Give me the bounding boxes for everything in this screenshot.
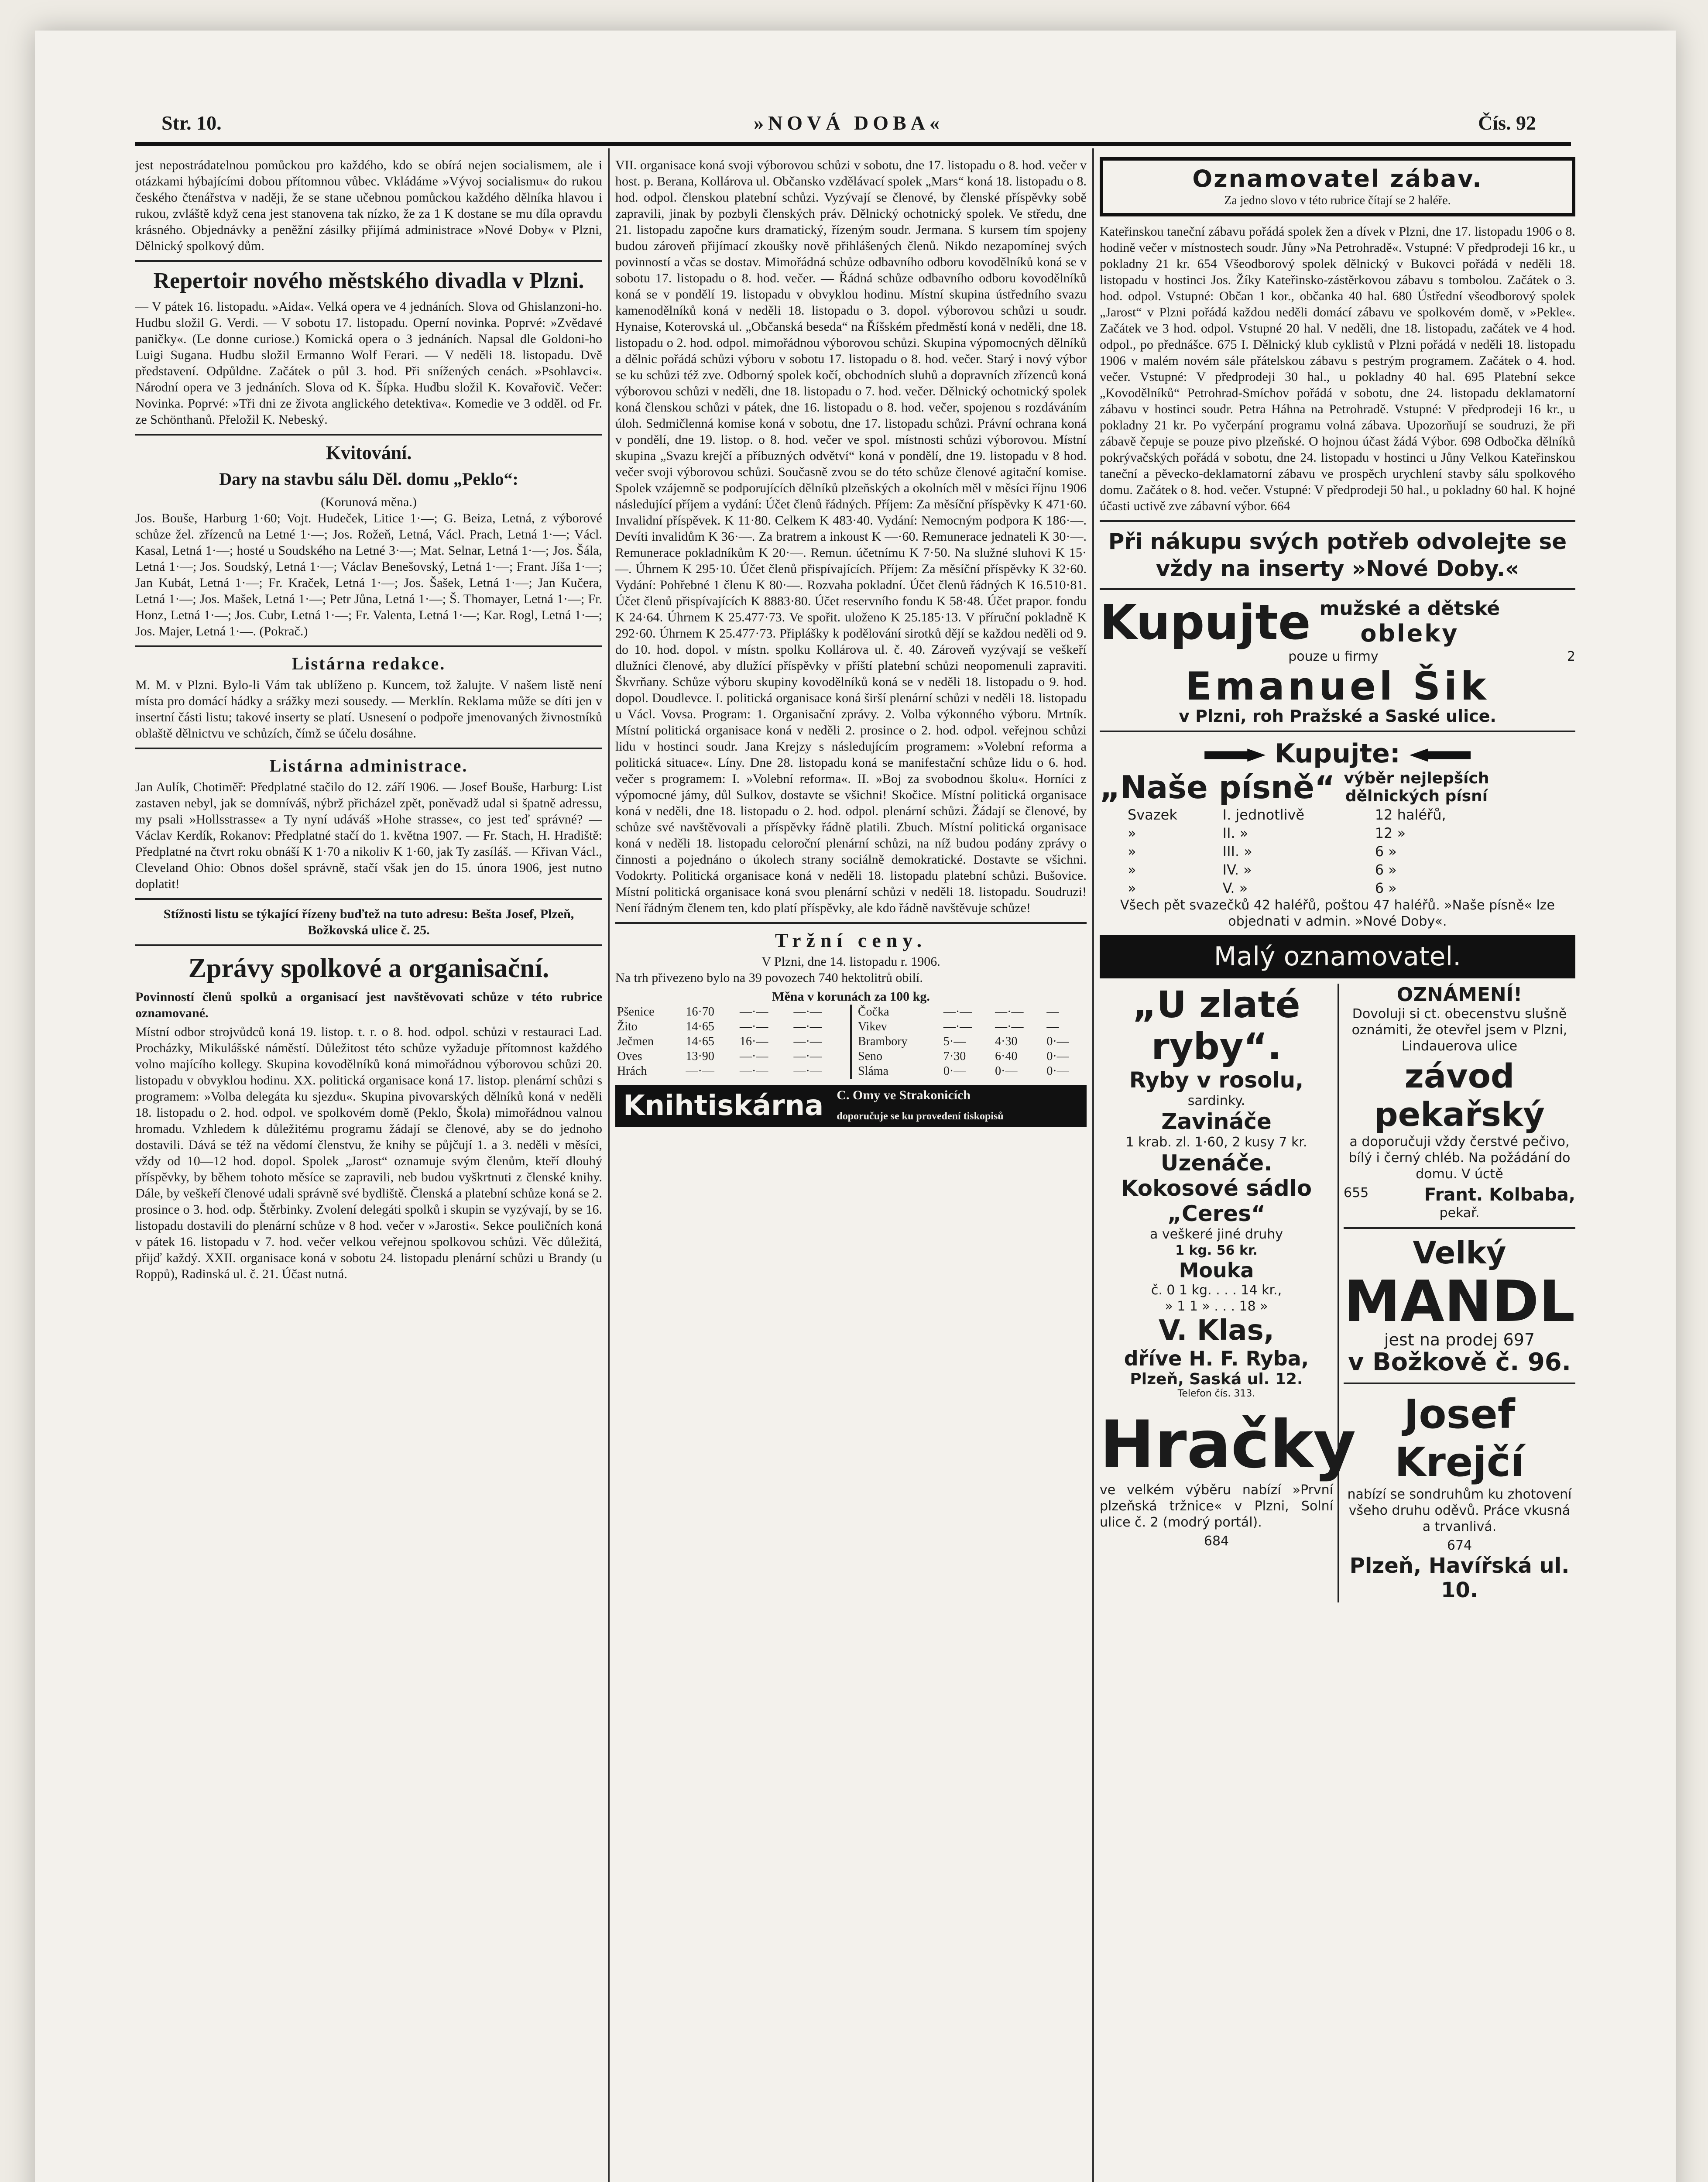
market-row-cell: Brambory — [858, 1035, 908, 1048]
zpravy-lead: Povinností členů spolků a organisací jest navštěvovati schůze v této rubrice oznamované. — [135, 990, 602, 1020]
repertoir-heading: Repertoir nového městského divadla v Plzni. — [153, 268, 584, 293]
market-row-cell: —·— — [793, 1050, 822, 1063]
maly-oznamovatel-banner: Malý oznamovatel. — [1100, 935, 1575, 978]
ryby-r9: 1 kg. 56 kr. — [1175, 1243, 1258, 1258]
pisne-title: „Naše písně“ — [1100, 769, 1335, 806]
market-row-cell: —·— — [793, 1005, 822, 1019]
market-row — [856, 1019, 1087, 1034]
market-row — [615, 1049, 846, 1064]
pisne-row — [1126, 824, 1506, 842]
kvitovani-subheading: Dary na stavbu sálu Děl. domu „Peklo“: — [219, 469, 518, 489]
market-table-left — [615, 1005, 846, 1079]
kupujte-pouze-text: pouze u firmy — [1288, 649, 1379, 664]
ryby-r15: Plzeň, Saská ul. 12. — [1130, 1370, 1303, 1388]
pisne-row-cell: 6 » — [1375, 861, 1397, 878]
pisne-row-cell: IV. » — [1222, 861, 1252, 878]
pisne-row — [1126, 842, 1506, 861]
pisne-side2: dělnických písní — [1345, 787, 1488, 805]
separator — [1344, 1383, 1575, 1384]
zpravy-text: Místní odbor strojvůdců koná 19. listop. t. r. o 8. hod. odpol. schůzi v restauraci Lad. Procházky, Mikulášské náměstí. Důležitost této schůze vyžaduje přítomnost každého volno majícího kollegy. Skupina kovodělníků koná mimořádnou výborovou schůzi 20. listopadu v obvyklou hodinu. XX. politická organisace koná 17. listop. plenární schůzi s programem: »Volba delegáta ku sjezdu«. Skupina pivovarských dělníků koná v neděli 18. listopadu o 2. hod. odpol. ve spolkovém domě (Peklo, Škola) mimořádnou valnou hromadu. Vzhledem k důležitému programu žádají se členové, aby se do jednoho dostavili. Dává se též na vědomí členstvu, že knihy se půjčují 1. a 3. neděli v měsíci, vždy od 10—12 hod. dopol. Spolek „Jarost“ oznamuje svým členům, kteří dlouhý příspěvky, by během tohoto měsíce se zapravili, neb budou vyškrtnuti z členské knihy. Dále, by veškeří členové udali správně své bydliště. Členská a platební schůze koná se 2. prosince o 3. hod. odp. Štěrbinky. Zvolení delegáti spolků i skupin se vyzývají, by se 16. listopadu dostavili do plenární schůze v 8 hod. večer v »Jarosti«. Sekce pouličních koná v pátek 16. listopadu v 7. hod. večer velkou veřejnou spolkovou schůzi. Věc důležitá, přijď každý. XXII. organisace koná v sobotu 24. listopadu plenární schůzi u Brandy (u Roppů), Radinská ul. č. 21. Účast nutná. — [135, 1025, 602, 1281]
market-row-cell: —·— — [740, 1050, 768, 1063]
kupujte-firm: Emanuel Šik — [1185, 664, 1490, 709]
header-rule — [135, 142, 1571, 146]
ryby-r5: Uzenáče. — [1160, 1150, 1272, 1176]
pisne-ad — [1100, 738, 1575, 930]
market-row — [856, 1034, 1087, 1049]
market-row — [856, 1064, 1087, 1079]
tiskarna-ad — [615, 1085, 1087, 1127]
pisne-row-cell: V. » — [1222, 880, 1248, 896]
market-table-right — [856, 1005, 1087, 1079]
market-row-cell: —·— — [995, 1020, 1024, 1033]
separator — [135, 260, 602, 262]
ryby-r16: Telefon čís. 313. — [1177, 1388, 1255, 1399]
pisne-row-cell: 6 » — [1375, 880, 1397, 896]
redakce-heading: Listárna redakce. — [292, 654, 446, 673]
pisne-row-cell: » — [1128, 861, 1136, 878]
market-row-cell: Hrách — [617, 1064, 647, 1078]
kupujte-pouze — [1100, 648, 1575, 665]
kupujte-side2: obleky — [1360, 620, 1459, 647]
separator — [135, 434, 602, 436]
ryby-r6: Kokosové sádlo — [1121, 1176, 1312, 1201]
complaints-note: Stížnosti listu se týkající řízeny buďtež na tuto adresu: Bešta Josef, Plzeň, Božkovská ulice č. 25. — [163, 907, 574, 937]
ryby-r7: „Ceres“ — [1167, 1201, 1266, 1226]
oznamovatel-box — [1100, 157, 1575, 216]
pisne-row-cell: 12 » — [1375, 825, 1406, 841]
separator — [135, 898, 602, 900]
ryby-r4: 1 krab. zl. 1·60, 2 kusy 7 kr. — [1125, 1135, 1307, 1150]
ad-number: 674 — [1447, 1538, 1472, 1553]
redakce-text: M. M. v Plzni. Bylo-li Vám tak ublíženo p. Kuncem, tož žalujte. V našem listě není místa pro domácí hádky a srážky mezi sousedy. — Merklín. Reklama může se díti jen v insertní části listu; takové inserty se platí. Usnesení o podpoře jmenovaných živnostníků oblaště dělnictvu ve schůzích, čímž se účelu dosáhne. — [135, 678, 602, 741]
ryby-r12: » 1 1 » . . . 18 » — [1165, 1299, 1268, 1314]
pointing-hand-icon — [1204, 748, 1266, 762]
market-row — [615, 1064, 846, 1079]
oznamovatel-sub: Za jedno slovo v této rubrice čítají se 2 haléře. — [1224, 194, 1451, 207]
intro-text: jest nepostrádatelnou pomůckou pro každého, kdo se obírá nejen socialismem, ale i otázkami hýbajícími dobou přítomnou vůbec. Vkládáme »Vývoj socialismu« do rukou českého čtenářstva v naději, že se stane učebnou pomůckou každého dělníka hlavou i rukou, zvláště když cena jest stanovena tak nízko, že za 1 K dostane se mu díla opravdu krásného. Objednávky a peněžní zásilky přijímá administrace »Nové Doby« v Plzni, Dělnický spolkový dům. — [135, 158, 602, 253]
pisne-row — [1126, 806, 1506, 824]
column-divider — [608, 148, 610, 2182]
administrace-text: Jan Aulík, Chotiměř: Předplatné stačilo do 12. září 1906. — Josef Bouše, Harburg: List zastaven nebyl, jak se domníváš, nýbrž přicházel zpět, poněvadž udal si špatně adressu, my psali »Hollsstrasse« a Ty nyní udáváš »Hohe strasse«, co jest teď správné? — Václav Kerdík, Rokanov: Předplatné stačí do 1. května 1907. — Fr. Stach, H. Hradiště: Předplatné na čtvrt roku obnáší K 1·70 a nikoliv K 1·60, jak Ty zasíláš. — Křivan Václ., Cleveland Ohio: Obnos došel správně, stačí však jen do 15. února 1906, jest nutno doplatit! — [135, 780, 602, 891]
oznameni-title: OZNÁMENÍ! — [1396, 984, 1523, 1006]
zabavy-text: Kateřinskou taneční zábavu pořádá spolek žen a dívek v Plzni, dne 17. listopadu 1906 o 8. hodině večer v místnostech soudr. Jůny »Na Petrohradě«. Vstupné: V předprodeji 16 kr., u pokladny 21 kr. 654 Všeodborový spolek dělnický v Bukovci pořádá v neděli 18. listopadu v hostinci Jos. Žíky Kateřinsko-zástěrkovou zábavu s tombolou. Začátek o 3. hod. odpol. Vstupné: Občan 1 kor., občanka 40 hal. 680 Ústřední všeodborový spolek „Jarost“ v Plzni pořádá každou neděli domácí zábavu ve spolkovém domě, v »Pekle«. Začátek ve 3 hod. odpol. Vstupné 20 hal. V neděli, dne 18. listopadu, začátek ve 4 hod. odpol., po přednášce. 675 I. Dělnický klub cyklistů v Plzni pořádá v neděli 18. listopadu 1906 v malém novém sále přátelskou zábavu s pestrým programem. Začátek o 4. hod. večer. Vstupné: V předprodeji 30 hal., u pokladny 40 hal. 695 Platební sekce „Kovodělníků“ Petrohrad-Smíchov pořádá v sobotu, dne 24. listopadu deklamatorní zábavu v hostinci soudr. Petra Háhna na Petrohradě. Vstupné: V předprodeji 16 kr., u pokladny 21 kr. Po vyčerpání programu volná zábava. Upozorňují se soudruzi, že při zábavě čepuje se pouze pivo plzeňské. O hojnou účast žádá Výbor. 698 Odbočka dělníků pokrývačských pořádá v sobotu, dne 24. listopadu v hostinci u Jůny Velkou Kateřinskou taneční a pěvecko-deklamatorní zábavu ve prospěch urychlení stavby sálu spolkového domu. Začátek o 8. hod. večer. Vstupné: V předprodeji 50 hal., u pokladny 60 hal. K hojné účasti uctivě zve zábavní výbor. 664 — [1100, 224, 1575, 513]
market-row-cell: — — [1046, 1020, 1059, 1033]
mandl-l3: jest na prodej — [1384, 1330, 1498, 1349]
page-header — [127, 111, 1571, 142]
market-row-cell: —·— — [793, 1035, 822, 1048]
oznameni-sign2: pekař. — [1439, 1205, 1480, 1221]
ryby-title: „U zlaté ryby“. — [1132, 983, 1300, 1068]
oznameni-text2: a doporučuji vždy čerstvé pečivo, bílý i černý chléb. Na požádání do domu. V úctě — [1348, 1134, 1571, 1182]
separator — [135, 944, 602, 946]
ryby-r3: Zavináče — [1161, 1109, 1272, 1134]
market-row-cell: —·— — [793, 1020, 822, 1033]
ryby-r10: Mouka — [1179, 1259, 1254, 1282]
market-row-cell: 16·— — [740, 1035, 768, 1048]
market-row-cell: 7·30 — [943, 1050, 966, 1063]
organisations-text: VII. organisace koná svoji výborovou schůzi v sobotu, dne 17. listopadu o 8. hod. večer v host. p. Berana, Kollárova ul. Občansko vzdělávací spolek „Mars“ koná 18. listopadu o 8. hod. odpol. členskou platební schůzi. Vyzývají se členové, by členské příspěvky sobě zapravili, jinak by pozbyli členských práv. Dělnický ochotnický spolek. Ve středu, dne 21. listopadu započne kurs dramatický, řízeným soudr. Jermana. S kursem tím spojeny budou zároveň přijímací zkoušky nově přihlášených členů. Nikdo nezapomínej svých povinností a včas se dostav. Mimořádná schůze odbavního odboru kovodělníků koná se v sobotu 17. listopadu o 8. hod. večer. — Řádná schůze odbavního odboru kovodělníků koná se v pondělí 19. listopadu v obvyklou hodinu. Místní skupina ústředního svazu kamenodělníků koná v neděli 18. listopadu o 3. dopol. výborovou schůzi u soudr. Hynaise, Koterovská ul. „Občanská beseda“ na Říšském předměstí koná v neděli, dne 18. listopadu o 2. hod. odpol. mimořádnou výborovou schůzi. Skupina výpomocných dělníků a dělnic pořádá schůzi výboru v sobotu 17. listopadu o 8. hod. večer. Starý i nový výbor se ku schůzi též zve. Odborný spolek kočí, obchodních sluhů a dopravních zřízenců koná výborovou schůzi v neděli, dne 18. listopadu o 7. hod. večer. Dělnický ochotnický spolek koná členskou schůzi v pátek, dne 16. listopadu o 8. hod. večer, spojenou s rozdáváním úloh. Sedmičlenná komise koná v sobotu, dne 17. listopadu schůzi. Právní ochrana koná v pondělí, dne 19. listop. o 8. hod. večer ve spol. místnosti schůzi výborovou. Místní skupina „Svazu krejčí a příbuzných odvětví“ koná v pondělí, dne 19. listopadu v 8 hod. večer svoji výborovou schůzi. Současně zvou se do této schůze členové agitační komise. Spolek vzájemně se podporujících dělníků plzeňských a okolních měl v měsíci říjnu 1906 následující příjem a vydání: Účet členů řádných. Příjem: Za měsíční příspěvky K 471·60. Invalidní příspěvek. K 11·80. Celkem K 483·40. Vydání: Nemocným podpora K 186·—. Devíti invalidům K 36·—. Za bratrem a inkoust K —·60. Remunerace jednateli K 30·—. Remunerace pokladníkům K 20·—. Remun. účetnímu K 7·50. Na služné sluhovi K 15·—. Úhrnem K 295·10. Účet členů přispívajících. Příjem: Za měsíční příspěvky K 32·60. Vydání: Pohřebné 1 členu K 80·—. Rozvaha pokladní. Účet členů řádných K 16.510·81. Účet členů přispívajících K 8883·80. Účet reservního fondu K 58·48. Účet prapor. fondu K 24·64. Úhrnem K 25.477·73. Ve spořit. uloženo K 25.185·13. V příruční pokladně K 292·60. Úhrnem K 25.477·73. Připlášky k podělování sirotků dějí se každou neděli od 9. do 10. hod. dopol. v místn. spolku Kollárova ul. č. 40. Zároveň vyzývají se veškeří dlužníci členové, aby dlužící příspěvky v příští platební schůzi neopomenuli zapraviti. Škvrňany. Schůze výboru skupiny kovodělníků koná se v neděli 18. listopadu o 9. hod. dopol. Doudlevce. I. politická organisace koná širší plenární schůzi v neděli 18. listopadu u Václ. Vovsa. Program: 1. Organisační zprávy. 2. Volba výkonného výboru. Mrtník. Místní politická organisace koná v neděli 2. prosince o 2. hod. odpol. veřejnou schůzi lidu v hostinci soudr. Jana Krejzy s následujícím programem: »Volební reforma a politická situace«. Líny. Dne 28. listopadu koná se manifestační schůze lidu o 6. hod. večer s programem: I. »Volební reforma«. II. »Boj za svobodnou školu«. Horníci z výpomocné jámy, důl Sulkov, dostavte se všichni! Skočice. Místní politická organisace koná v neděli, dne 18. listopadu o 2. hod. odpol. plenární schůzi. Žádají se členové, by schůze své navštěvovali a příspěvky řádně platili. Zbuch. Místní politická organisace koná v neděli 18. listopadu celoroční plenární schůzi, na níž budou podány zprávy o činnosti a pojednáno o úkolech strany sociálně demokratické. Dostavte se všichni. Vodokrty. Politická organisace koná v neděli 18. listopadu platební schůzi. Bušovice. Místní politická organisace koná svou plenární schůzi v neděli 18. listopadu. Soudruzi! Není řádným členem ten, kdo platí příspěvky, ale kdo řádně navštěvuje schůze! — [615, 158, 1087, 915]
ryby-r2: sardinky. — [1187, 1093, 1245, 1108]
separator — [1100, 520, 1575, 522]
mandl-l2: MANDL — [1344, 1268, 1575, 1335]
oznameni-sign: Frant. Kolbaba, — [1424, 1185, 1575, 1205]
kupujte-ad — [1100, 596, 1575, 724]
ryby-r1: Ryby v rosolu, — [1129, 1067, 1304, 1093]
masthead-title: »NOVÁ DOBA« — [754, 112, 944, 134]
separator — [615, 922, 1087, 924]
kupujte-title: Kupujte — [1100, 594, 1311, 650]
hracky-text: ve velkém výběru nabízí »První plzeňská tržnice« v Plzni, Solní ulice č. 2 (modrý portál). — [1100, 1482, 1333, 1530]
market-row — [856, 1049, 1087, 1064]
market-row-cell: —·— — [793, 1064, 822, 1078]
market-row-cell: 4·30 — [995, 1035, 1018, 1048]
market-row-cell: —·— — [740, 1020, 768, 1033]
mandl-l1: Velký — [1413, 1235, 1506, 1271]
zpravy-heading: Zprávy spolkové a organisační. — [188, 954, 549, 983]
market-intro: Na trh přivezeno bylo na 39 povozech 740 hektolitrů obilí. — [615, 971, 923, 985]
pisne-row-cell: » — [1128, 880, 1136, 896]
prinakupu-ad: Při nákupu svých potřeb odvolejte se vždy na inserty »Nové Doby.« — [1108, 529, 1567, 581]
market-row-cell: 14·65 — [686, 1035, 714, 1048]
separator — [135, 645, 602, 647]
market-row — [856, 1005, 1087, 1019]
market-row-cell: 0·— — [1046, 1035, 1069, 1048]
administrace-heading: Listárna administrace. — [269, 756, 468, 775]
pisne-row-cell: » — [1128, 825, 1136, 841]
ryby-r8: a veškeré jiné druhy — [1149, 1227, 1283, 1242]
market-row-cell: Seno — [858, 1050, 882, 1063]
oznameni-big: závod pekařský — [1374, 1057, 1545, 1134]
market-row-cell: 13·90 — [686, 1050, 714, 1063]
market-heading: Tržní ceny. — [775, 929, 927, 951]
market-row-cell: Čočka — [858, 1005, 889, 1019]
separator — [1100, 588, 1575, 590]
ryby-r14: dříve H. F. Ryba, — [1124, 1347, 1309, 1370]
ad-number: 697 — [1503, 1330, 1535, 1349]
ad-number: 684 — [1204, 1534, 1229, 1549]
column-divider — [1092, 148, 1094, 2182]
oznameni-text: Dovoluji si ct. obecenstvu slušně oznámiti, že otevřel jsem v Plzni, Lindauerova ulice — [1351, 1006, 1567, 1054]
market-row-cell: Ječmen — [617, 1035, 654, 1048]
mandl-l4: v Božkově č. 96. — [1348, 1348, 1571, 1376]
market-row-cell: Oves — [617, 1050, 642, 1063]
column-left — [135, 157, 602, 2182]
market-row-cell: Sláma — [858, 1064, 888, 1078]
kupujte-address: v Plzni, roh Pražské a Saské ulice. — [1179, 707, 1496, 726]
kvitovani-heading: Kvitování. — [326, 442, 412, 463]
separator — [1344, 1227, 1575, 1229]
market-row-cell: — — [1046, 1005, 1059, 1019]
repertoir-text: — V pátek 16. listopadu. »Aida«. Velká opera ve 4 jednáních. Slova od Ghislanzoni-ho. Hudbu složil G. Verdi. — V sobotu 17. listopadu. Operní novinka. Poprvé: »Zvědavé paničky«. (Le donne curiose.) Komická opera o 3 jednáních. Napsal dle Goldoni-ho Luigi Sugana. Hudbu složil Ermanno Wolf Ferari. — V neděli 18. listopadu. Dvě představení. Odpůldne. Začátek o půl 3. hod. Při snížených cenách. »Psohlavci«. Národní opera ve 3 jednáních. Slova od K. Šípka. Hudbu složil K. Kovařovič. Večer: Novinka. Poprvé: »Tři dni ze života anglického detektiva«. Komedie ve 3 odděl. od Fr. ze Schönthanů. Přeložil K. Nebeský. — [135, 299, 602, 427]
pisne-row-cell: » — [1128, 843, 1136, 860]
pointing-hand-icon — [1410, 748, 1471, 762]
pisne-table — [1126, 806, 1506, 897]
separator — [1100, 731, 1575, 732]
hracky-title: Hračky — [1100, 1407, 1356, 1483]
market-row-cell: Žito — [617, 1020, 638, 1033]
krejci-name: Josef Krejčí — [1395, 1391, 1524, 1486]
pisne-row — [1126, 861, 1506, 879]
market-row-cell: 0·— — [995, 1064, 1018, 1078]
pisne-head: Kupujte: — [1275, 738, 1400, 769]
ryby-r11: č. 0 1 kg. . . . 14 kr., — [1151, 1283, 1282, 1298]
pisne-row-cell: 12 haléřů, — [1375, 806, 1446, 823]
ad-number: 655 — [1344, 1185, 1369, 1201]
pisne-row-cell: II. » — [1222, 825, 1248, 841]
krejci-address: Plzeň, Havířská ul. 10. — [1349, 1554, 1570, 1602]
currency-note: (Korunová měna.) — [321, 495, 417, 509]
kvitovani-text: Jos. Bouše, Harburg 1·60; Vojt. Hudeček, Litice 1·—; G. Beiza, Letná, z výborové schůze žel. zřízenců na Letné 1·—; Jos. Rožeň, Letná, Václ. Prach, Letná 1·—; Václ. Kasal, Letná 1·—; hosté u Soudského na Letné 3·—; Mat. Selnar, Letná 1·—; Jos. Šála, Letná 1·—; Jos. Soudský, Letná 1·—; Václav Benešovský, Letná 1·—; Frant. Jíša 1·—; Jan Kubát, Letná 1·—; Fr. Kraček, Letná 1·—; Jos. Šašek, Letná 1·—; Jan Kučera, Letná 1·—; Jos. Mašek, Letná 1·—; Petr Jůna, Letná 1·—; Š. Thomayer, Letná 1·—; Fr. Honz, Letná 1·—; Jos. Cubr, Letná 1·—; Fr. Valenta, Letná 1·—; Kar. Rogl, Letná 1·—; Jos. Majer, Letná 1·—. (Pokrač.) — [135, 511, 602, 638]
market-row-cell: 6·40 — [995, 1050, 1018, 1063]
market-row — [615, 1034, 846, 1049]
market-row-cell: Pšenice — [617, 1005, 655, 1019]
column-right — [1100, 157, 1575, 2182]
pisne-row-cell: 6 » — [1375, 843, 1397, 860]
market-row-cell: —·— — [686, 1064, 714, 1078]
tiskarna-line2: doporučuje se ku provedení tiskopisů — [837, 1111, 1004, 1122]
pisne-row-cell: Svazek — [1128, 806, 1177, 823]
market-row-cell: —·— — [740, 1005, 768, 1019]
pisne-row-cell: III. » — [1222, 843, 1252, 860]
ad-number: 2 — [1567, 649, 1575, 664]
pisne-side1: výběr nejlepších — [1344, 769, 1489, 787]
krejci-text: nabízí se sondruhům ku zhotovení všeho druhu oděvů. Práce vkusná a trvanlivá. — [1347, 1487, 1572, 1534]
pisne-footer: Všech pět svazečků 42 haléřů, poštou 47 haléřů. »Naše písně« lze objednati v admin. »Nové Doby«. — [1120, 898, 1555, 929]
market-table — [615, 1005, 1087, 1079]
oznamovatel-title: Oznamovatel zábav. — [1192, 165, 1483, 192]
market-row-cell: —·— — [943, 1005, 972, 1019]
market-row — [615, 1005, 846, 1019]
market-row-cell: 0·— — [943, 1064, 966, 1078]
pisne-row-cell: I. jednotlivě — [1222, 806, 1305, 823]
market-row-cell: 14·65 — [686, 1020, 714, 1033]
tiskarna-line1: C. Omy ve Strakonicích — [837, 1088, 971, 1102]
column-middle — [615, 157, 1087, 2182]
issue-number: Čís. 92 — [1478, 112, 1536, 134]
market-row — [615, 1019, 846, 1034]
market-unit: Měna v korunách za 100 kg. — [772, 989, 930, 1004]
tiskarna-name: Knihtiskárna — [623, 1090, 824, 1122]
market-row-cell: —·— — [943, 1020, 972, 1033]
market-row-cell: —·— — [995, 1005, 1024, 1019]
pisne-row — [1126, 879, 1506, 897]
kupujte-side1: mužské a dětské — [1319, 597, 1500, 620]
market-date: V Plzni, dne 14. listopadu r. 1906. — [761, 954, 940, 969]
market-row-cell: Vikev — [858, 1020, 887, 1033]
market-row-cell: 16·70 — [686, 1005, 714, 1019]
separator — [135, 748, 602, 749]
market-row-cell: 5·— — [943, 1035, 966, 1048]
market-row-cell: 0·— — [1046, 1064, 1069, 1078]
market-row-cell: —·— — [740, 1064, 768, 1078]
page-number: Str. 10. — [161, 112, 222, 134]
small-ads — [1100, 984, 1575, 1602]
ryby-r13: V. Klas, — [1159, 1314, 1274, 1347]
market-row-cell: 0·— — [1046, 1050, 1069, 1063]
